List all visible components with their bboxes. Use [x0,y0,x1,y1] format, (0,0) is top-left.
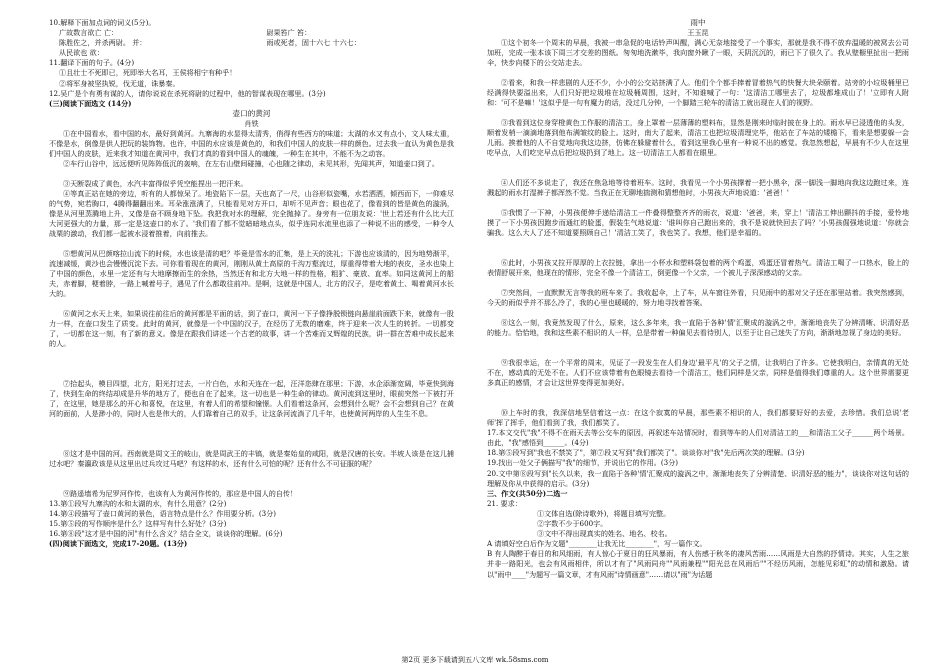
q11-sentence-1: ①且壮士不死即已，死即举大名耳，王侯将相宁有种乎！ [59,68,237,78]
question-17: 17.本文交代"我"不得不在雨天去等公交车的原因，再叙述车站情况时，看到等车的人们对清洁工的___和清洁工父子______两个场景。由此，"我"感悟到______。(4分) [487,428,909,448]
section-4-heading: (四)阅读下面选文，完成17-20题。(13分) [49,539,188,549]
section-3-heading: (三)阅读下面选文 (14分) [49,98,132,108]
essay-paragraph: ①在中国看水，看中国的水，最好到黄河。九寨海的水显得太清秀，俏得有些西方的味道；太湖的水又有点小，文人味太重，不像是水，倒像是供人把玩的装饰物。也许，中国的水应该是黄色的，和我们中国人的皮肤一样的颜色。过去我一直认为黄色是我们中国人的皮肤，近来我才知道在黄河中，我们才真的看到中国人的魂魄，一种生在其中，不能不为之动容。 [49,129,454,159]
question-10: 10.解释下面加点词的词义(5分)。 [49,18,156,27]
q10-item: 雨或死者，固十六七 十六七： [266,38,361,48]
essay-paragraph: ⑦拾起头，模目四望，北方，阳光打过去，一片白色，水和天连在一起，汪洋恣肆在那里；下游，水企添渐宽阔，毕竟快到海了，快到生命的终结却成是升华的地方了，便也自在了起来，这一切也是一种生命的律动。黄河流到这里时，眼前突然一下被打开了，在这里，她是那么的开心和喜悦，在这里，有着人们的希望和憧憬。人们看着这条河，会想到什么呢？会不会想到自己？在黄河的面前，人是渺小的，同时人也是伟大的，人们靠着自己的双手，让这条河流淌了几千年，也使黄河两岸的人生生不息。 [49,379,454,419]
essay-paragraph: ④等真正站在她的旁边，听有的人都惊呆了。地瓷陷下一层，天也高了一尺，山谷形似瓷嘴，水若洒洒，倾西而下，一仰难尽的气势，宛若胸口，4腾得翻翻出来。耳朵涨涨满了，只能看见对方开口，却听不见声音；眼也花了，像看到的皆是黄色的漩涡，像是从河里蒸腾地上升，又像是奋不顾身地下坠。我把我对水的理解，完全抛掉了。身旁有一位朋友说：'世上若还有什么比大江大河更强大的力量，那一定是这壶口的水了。'我们看了都不觉暗暗地点头，似乎连同水流里也添了一种说不出的感受，一种令人战栗的激动，我们都一起被水浸着推着，向前推去。 [49,189,454,239]
left-column [49,18,454,550]
section-composition-heading: 三、作文(共50分)二选一 [487,488,568,498]
composition-option-a: A 请填好空白后作为文题"________让我无比________"，写一篇作文。 [487,539,707,549]
essay-paragraph: ③天断裂成了黄色，水汽丰富得似乎凭空能捏出一把汗来。 [63,179,248,189]
q10-item: 陈胜佐之，并杀两尉。 并： [59,38,147,48]
q10-item: 广故数言欲亡 亡： [59,28,119,38]
story-paragraph: ⑧这么一刻，我竟然发现了什么，原来，这么多年来，我一直陷于各种'情'汇聚成的漩涡之中，渐渐地丧失了分辨清晰、识清好恶的能力。恰恰地，我和这些素不相识的人一样，总是带着一种偏见去看待别人，以至于让自己迷失了方向，渐渐地忽视了身边的美好。 [487,318,909,338]
essay-paragraph: ②车行山谷中，远远便听见阵阵低沉的轰响，在左右山壁间碰撞，心也随之律动，未见其形，先闻其声，知道壶口到了。 [63,159,439,169]
composition-option-b: B 有人陶醉于春日的和风细雨，有人惊心于夏日的狂风暴雨，有人伤感于秋冬的凄风苦雨……风雨是大自然的抒情诗。其实，人生之旅并非一路阳光，也会有风雨相伴，所以才有了"风雨同舟""风雨兼程""阳光总在风雨后""不经历风雨，怎能见彩虹"的动情和激励。请以"雨中____"为题写一篇文章，才有风雨"诗情画意"……请以"雨"为话题 [487,549,909,579]
question-20: 20.文中第⑧段写到"长久以来，我一直陷于各种'情'汇聚成的漩涡之中，渐渐地丧失了分辨清楚、识清好恶的能力"，谈谈你对这句话的理解及你从中获得的启示。(3分) [487,468,909,488]
q11-sentence-2: ②将军身被坚执锐，伐无道，诛暴秦。 [59,78,180,88]
question-12: 12.吴广是个有勇有谋的人，请你说说在杀死将尉的过程中，他的智谋表现在哪里。(3分) [49,88,326,98]
composition-requirements-label: 21. 要求： [487,498,522,508]
q10-row-1 [49,28,454,38]
story-paragraph: ②看来，和我一样悲剧的人还不少，小小的公交站挤满了人。他们个个都手捧着冒着热气的快餐大块朵颐着。站旁的小垃圾桶里已经满得快要溢出来，人们只好把垃圾堆在垃圾桶周围，这时，不知谁喊了一句：'这清洁工哪里去了，垃圾都堆成山了！'立即有人附和：'可不是嘛！'这似乎是一句有魔力的话，没过几分钟，一个脚踏三轮车的清洁工就出现在人们的视野。 [487,78,909,108]
q10-row-3: 从民欲也 欲： [59,48,104,58]
question-13: 13.第①段写九寨沟的水和太湖的水，有什么用意？(2分) [49,499,227,509]
essay-paragraph: ⑥黄河之水天上来，如果说往前往后的黄河都是平面的话，到了壶口，黄河一下子像挣脱锁链向悬崖前面跌下来，就像有一股力一样，在壶口发生了质变。此时的黄河，就像是一个中国的汉子，在经历了无数的磨难，终于迎来一次人生的转折。一切都变了，一切都在这一刻，有了新的意义。像是在跟我们讲述一个古老的故事，讲一个苦难而又辉煌的民族，讲一群在苦难中成长起来的人。 [49,309,454,349]
essay-author: 肖铁 [244,118,259,128]
story-paragraph: ③我看到这位身穿橙黄色工作服的清洁工，身上罩着一层薄薄的塑料布，显然是刚来时临时披在身上的。雨水早已浸透他的头发，顺着发梢一滴滴地落到他布满皱纹的脸上。这时，南大了起来，清洁工也把垃圾清理完毕，他站在了车站的矮檐下，看来是想要躲一会儿雨。挨着他的人不自觉地向我这边挤，仿佛在躲避着什么，看到这里我心里有一种说不出的感觉。我忽然想起，早晨有不少人在这里吃早点，人们吃完早点后把垃圾扔到了地上。这一切清洁工人都看在眼里。 [487,118,909,158]
story-author: 王玉昆 [687,28,709,38]
essay-paragraph: ⑧这才是中国的河。西南就是周文王的岐山，就是周武王的丰镐，就是秦始皇的咸阳，就是汉唐的长安。半坡人该是在这儿捕过水吧？秦瀛政该是从这里出过兵攻过马吧？有这样的水，还有什么可怕的呢？还有什么不可征服的呢？ [49,449,454,469]
essay-paragraph: ⑨路遥墙希为尼罗河作传，也该有人为黄河作传的，那应是中国人的自传！ [63,489,298,499]
story-paragraph: ⑤我惯了一下神，小男孩便伸手递给清洁工一件叠得整整齐齐的雨衣，说道：'爸爸，来，穿上！'清洁工伸出颤抖的手接，爱怜地摸了一下小男孩因跑步而通红的脸蛋，假装生气地说道：'谁叫你自己跑出来的，我不是说就快回去了吗？'小男孩倔强地说道：'你就会骗我。这么大人了还不知道要照顾自己！'清洁工笑了，我也笑了。我想，他们是幸福的。 [487,208,909,238]
q10-item: 尉果笞广 笞： [266,28,312,38]
story-paragraph: ④人们还不多说走了，我还在焦急地等待着班车。这时，我看见一个小男孩撑着一把小黑伞，深一脚浅一脚地向我这边跑过来，连溅起的雨水打湿裤子都浑然不觉。当我正在无聊地揣测和猜想他时，小男孩大声地说道：'爸爸！' [487,178,909,198]
page-footer: 第2页 更多下载请到五八文库 wk.58sms.com [401,655,549,664]
requirement-item: ②字数不少于600字。 [537,519,608,529]
essay-paragraph: ⑤想黄河从巴颜喀拉山流下的时候，水也该是清的吧？毕竟是雪水的汇集，是上天的洗礼；下游也应该清的，因为地势渐平，流速减缓，黄沙也会慢慢沉淀下去。可你看看现在的黄河，刚刚从黄土高原的千沟万壑流过，厚重得带着大地的表皮，圣水也染上了中国的颜色，水里一定还有与大地摩擦而生的余热，当然还有和北方大地一样的性格，粗犷、豪放、直率。如同这黄河上的船夫，赤着脚，梗着脖，一路上喊着号子，遇见了什么都敢往前冲。是啊，这就是中国人，北方的汉子，是吃着黄土、喝着黄河水长大的。 [49,249,454,299]
story-paragraph: ⑨我很幸运，在一个平常的周末，见证了一段发生在人们身边'最平凡'的父子之情，让我明白了许多。它使我明白，亲情真的无处不在，感动真的无处不在。人们不应该带着有色眼镜去看待一个清洁工，他们同样是父亲，同样是值得我们尊重的人。这个世界需要更多真正的感情，才会让这世界变得更加美好。 [487,358,909,388]
question-14: 14.第④段描写了壶口黄河的景色，语言特点是什么？作用要分析。(3分) [49,509,277,519]
requirement-item: ③文中不得出现真实的姓名、地名、校名。 [537,529,672,539]
story-paragraph: ⑦突然间，一直默默无言等我的班车来了。我收起伞，上了车，从车窗往外看，只见雨中的那对父子还在那里站着。我突然感到，今天的雨似乎并不那么冷了，我的心里也暖暖的，努力地寻找着答案。 [487,288,909,308]
question-16: 16.第⑧段"这才是中国的河"有什么含义？结合全文，谈谈你的理解。(6分) [49,529,283,539]
story-paragraph: ⑩上车时的我，我深信地坚信着这一点：在这个寂寞的早晨，那些素不相识的人，我们都要好好的去爱，去珍惜。我们总说'老师'挥了挥手，他们看到了我，我们都笑了。 [487,408,909,428]
q10-row-2 [49,38,454,48]
right-column [487,18,909,589]
requirement-item: ①文体自选(除诗歌外)，将题目填写完整。 [537,508,671,518]
question-18: 18.第⑤段写到"我也不禁笑了"，第⑦段又写到"我们都笑了"。谈谈你对"我"先后两次笑的理解。(3分) [487,448,805,458]
story-title: 雨中 [690,18,706,27]
story-paragraph: ⑥此时，小男孩又拉开厚厚的上衣拉链，拿出一小杯水和塑料袋包着的两个鸡蛋，鸡蛋还冒着热气。清洁工喝了一口热水，脸上的表情舒展开来，他现在的情形，完全不像一个清洁工，倒更像一个父亲，一个被儿子深深感动的父亲。 [487,258,909,278]
question-19: 19.找出一处父子俩描写"我"的细节，并说出它的作用。(3分) [487,458,679,468]
story-paragraph: ①这个初冬一个周末的早晨，我被一串急促的电话铃声叫醒，满心无奈地接受了一个事实，那就是我不得不放弃温暖的被窝去公司加班，完成一张本该下周三才交差的图纸。匆匆地洗漱毕，我向窗外瞅了一眼，天阴沉沉的，雨已下了很久了。我从壁橱里扯出一把雨伞，快步向楼下的公交站走去。 [487,38,909,68]
question-15: 15.第⑤段的写作顺序是什么？这样写有什么好处？(3分) [49,519,227,529]
essay-title: 壶口的黄河 [232,108,271,118]
question-11: 11.翻译下面的句子。(4分) [49,58,135,68]
